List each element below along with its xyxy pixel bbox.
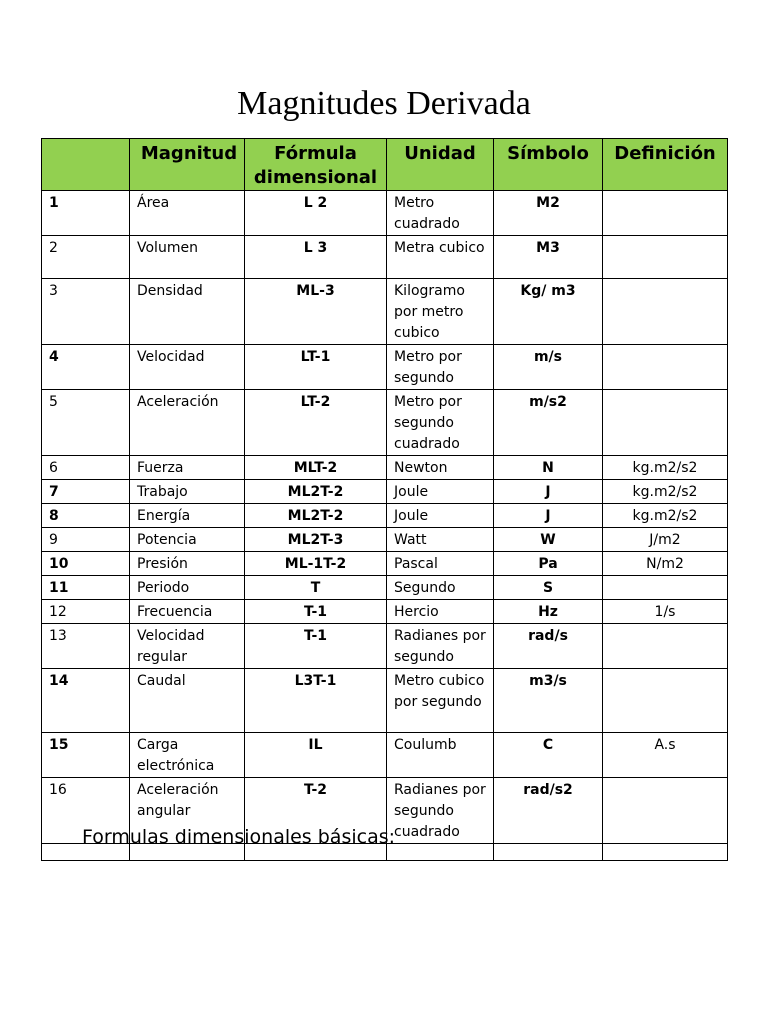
table-row [42, 669, 728, 733]
cell-unidad: Newton [387, 456, 494, 480]
cell-formula: MLT-2 [245, 456, 387, 480]
cell-number: 9 [42, 528, 130, 552]
cell-definicion: 1/s [603, 600, 728, 624]
cell-unidad: Joule [387, 504, 494, 528]
cell-formula: ML-1T-2 [245, 552, 387, 576]
header-magnitud: Magnitud [130, 139, 245, 191]
cell-formula: T-1 [245, 624, 387, 669]
cell-magnitud: Área [130, 191, 245, 236]
cell-simbolo: m/s [494, 345, 603, 390]
cell-number: 14 [42, 669, 130, 733]
cell-number: 13 [42, 624, 130, 669]
cell-unidad: Segundo [387, 576, 494, 600]
cell-simbolo: C [494, 733, 603, 778]
cell-simbolo: m/s2 [494, 390, 603, 456]
cell-formula: T [245, 576, 387, 600]
cell-magnitud: Energía [130, 504, 245, 528]
cell-number: 16 [42, 778, 130, 844]
cell-magnitud: Volumen [130, 236, 245, 279]
cell-simbolo: Kg/ m3 [494, 279, 603, 345]
cell-formula: LT-2 [245, 390, 387, 456]
header-simbolo: Símbolo [494, 139, 603, 191]
cell-magnitud: Trabajo [130, 480, 245, 504]
cell-definicion: kg.m2/s2 [603, 504, 728, 528]
cell-simbolo: m3/s [494, 669, 603, 733]
cell-number: 5 [42, 390, 130, 456]
cell-simbolo: Pa [494, 552, 603, 576]
cell-definicion [603, 778, 728, 844]
cell-number: 6 [42, 456, 130, 480]
cell-unidad: Metro por segundo cuadrado [387, 390, 494, 456]
cell-formula: ML2T-3 [245, 528, 387, 552]
cell-simbolo: S [494, 576, 603, 600]
cell-definicion [603, 279, 728, 345]
cell-definicion: J/m2 [603, 528, 728, 552]
table-row [42, 733, 728, 778]
cell-formula: ML2T-2 [245, 480, 387, 504]
cell-magnitud: Periodo [130, 576, 245, 600]
footer-caption: Formulas dimensionales básicas: [82, 826, 396, 848]
cell-magnitud: Aceleración angular [130, 778, 245, 844]
cell-definicion [603, 576, 728, 600]
table-row [42, 528, 728, 552]
cell-formula: T-2 [245, 778, 387, 844]
cell-definicion: kg.m2/s2 [603, 480, 728, 504]
cell-magnitud: Caudal [130, 669, 245, 733]
table-row [42, 279, 728, 345]
cell-number: 11 [42, 576, 130, 600]
table-header-row [42, 139, 728, 191]
cell-unidad: Metro por segundo [387, 345, 494, 390]
cell-magnitud: Presión [130, 552, 245, 576]
cell-definicion: N/m2 [603, 552, 728, 576]
cell-unidad: Coulumb [387, 733, 494, 778]
table-body [42, 191, 728, 861]
cell-simbolo [494, 844, 603, 861]
table-row [42, 600, 728, 624]
page-title: Magnitudes Derivada [237, 85, 531, 122]
cell-magnitud: Potencia [130, 528, 245, 552]
cell-definicion: kg.m2/s2 [603, 456, 728, 480]
cell-magnitud: Carga electrónica [130, 733, 245, 778]
cell-definicion [603, 191, 728, 236]
cell-unidad: Radianes por segundo cuadrado [387, 778, 494, 844]
cell-unidad: Metro cubico por segundo [387, 669, 494, 733]
cell-unidad: Joule [387, 480, 494, 504]
cell-unidad: Hercio [387, 600, 494, 624]
cell-simbolo: rad/s [494, 624, 603, 669]
table-row [42, 576, 728, 600]
cell-simbolo: rad/s2 [494, 778, 603, 844]
table-row [42, 191, 728, 236]
cell-definicion [603, 844, 728, 861]
cell-unidad: Pascal [387, 552, 494, 576]
table-row [42, 504, 728, 528]
cell-formula: ML-3 [245, 279, 387, 345]
table-row [42, 552, 728, 576]
cell-formula: L 3 [245, 236, 387, 279]
cell-unidad: Metro cuadrado [387, 191, 494, 236]
table-row [42, 236, 728, 279]
cell-formula: ML2T-2 [245, 504, 387, 528]
cell-definicion [603, 236, 728, 279]
cell-number: 15 [42, 733, 130, 778]
cell-simbolo: W [494, 528, 603, 552]
cell-definicion [603, 390, 728, 456]
cell-unidad: Metra cubico [387, 236, 494, 279]
cell-formula: T-1 [245, 600, 387, 624]
cell-magnitud: Frecuencia [130, 600, 245, 624]
cell-number: 10 [42, 552, 130, 576]
cell-formula: L 2 [245, 191, 387, 236]
cell-formula: IL [245, 733, 387, 778]
cell-simbolo: J [494, 480, 603, 504]
cell-formula: LT-1 [245, 345, 387, 390]
cell-definicion [603, 345, 728, 390]
cell-simbolo: N [494, 456, 603, 480]
cell-magnitud: Velocidad regular [130, 624, 245, 669]
cell-number: 8 [42, 504, 130, 528]
cell-magnitud: Velocidad [130, 345, 245, 390]
cell-number: 1 [42, 191, 130, 236]
cell-unidad: Kilogramo por metro cubico [387, 279, 494, 345]
cell-simbolo: J [494, 504, 603, 528]
cell-definicion: A.s [603, 733, 728, 778]
cell-number: 2 [42, 236, 130, 279]
cell-definicion [603, 624, 728, 669]
cell-number: 3 [42, 279, 130, 345]
cell-simbolo: M3 [494, 236, 603, 279]
cell-magnitud: Fuerza [130, 456, 245, 480]
table-row [42, 624, 728, 669]
table-row [42, 456, 728, 480]
header-definicion: Definición [603, 139, 728, 191]
table-row [42, 345, 728, 390]
cell-simbolo: M2 [494, 191, 603, 236]
header-unidad: Unidad [387, 139, 494, 191]
cell-magnitud: Aceleración [130, 390, 245, 456]
cell-number: 7 [42, 480, 130, 504]
cell-definicion [603, 669, 728, 733]
cell-unidad: Radianes por segundo [387, 624, 494, 669]
cell-unidad [387, 844, 494, 861]
table-row [42, 480, 728, 504]
cell-unidad: Watt [387, 528, 494, 552]
derived-magnitudes-table [41, 138, 728, 861]
header-formula: Fórmula dimensional [245, 139, 387, 191]
header-number [42, 139, 130, 191]
table-row [42, 390, 728, 456]
cell-number: 4 [42, 345, 130, 390]
cell-simbolo: Hz [494, 600, 603, 624]
cell-formula: L3T-1 [245, 669, 387, 733]
cell-magnitud: Densidad [130, 279, 245, 345]
cell-number: 12 [42, 600, 130, 624]
